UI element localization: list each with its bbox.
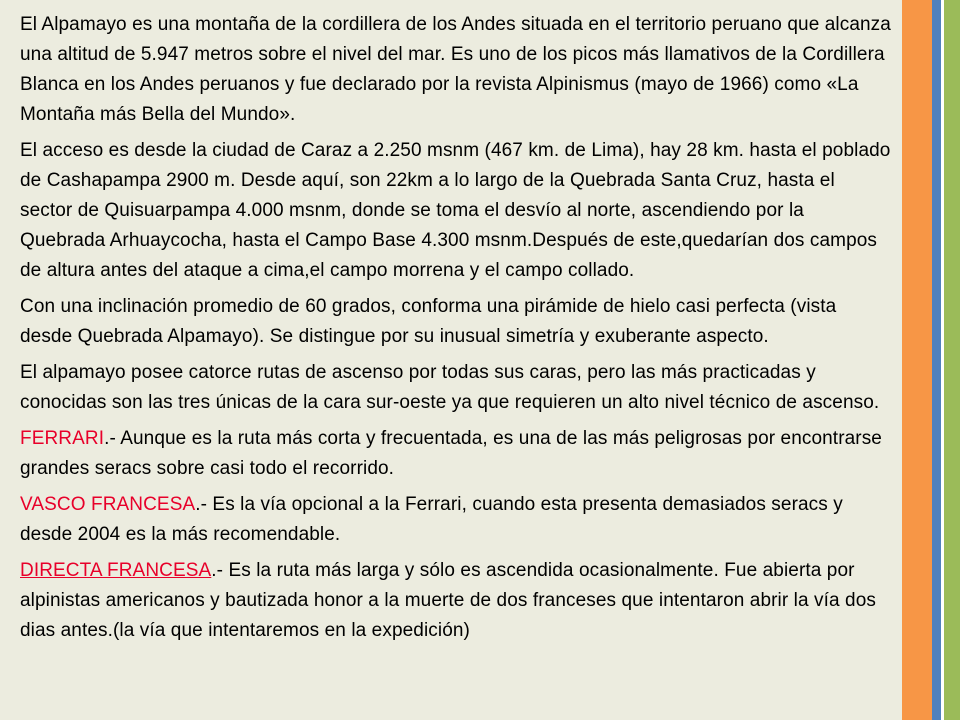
decorative-stripe-blue bbox=[932, 0, 941, 720]
route-name-directa-francesa-link[interactable]: DIRECTA FRANCESA bbox=[20, 560, 212, 581]
slide-body bbox=[20, 10, 892, 652]
route-desc-directa-francesa: .- Es la ruta más larga y sólo es ascendida ocasionalmente. Fue abierta por alpinistas americanos y bautizada honor a la muerte de dos franceses que intentaron abrir la vía dos dias antes.(la vía que intentaremos en la expedición) bbox=[20, 560, 876, 641]
paragraph-routes-intro: El alpamayo posee catorce rutas de ascenso por todas sus caras, pero las más practicadas y conocidas son las tres únicas de la cara sur-oeste ya que requieren un alto nivel técnico de ascenso. bbox=[20, 362, 880, 413]
route-vasco-francesa bbox=[20, 490, 892, 550]
paragraph-intro: El Alpamayo es una montaña de la cordillera de los Andes situada en el territorio peruano que alcanza una altitud de 5.947 metros sobre el nivel del mar. Es uno de los picos más llamativos de la Cordillera Blanca en los Andes peruanos y fue declarado por la revista Alpinismus (mayo de 1966) como «La Montaña más Bella del Mundo». bbox=[20, 14, 891, 125]
route-name-vasco-francesa: VASCO FRANCESA bbox=[20, 494, 196, 515]
route-name-ferrari: FERRARI bbox=[20, 428, 105, 449]
route-desc-vasco-francesa: .- Es la vía opcional a la Ferrari, cuando esta presenta demasiados seracs y desde 2004 es la más recomendable. bbox=[20, 494, 843, 545]
decorative-stripe-green bbox=[944, 0, 960, 720]
paragraph-shape: Con una inclinación promedio de 60 grados, conforma una pirámide de hielo casi perfecta (vista desde Quebrada Alpamayo). Se distingue por su inusual simetría y exuberante aspecto. bbox=[20, 296, 837, 347]
route-ferrari bbox=[20, 424, 892, 484]
route-desc-ferrari: .- Aunque es la ruta más corta y frecuentada, es una de las más peligrosas por encontrarse grandes seracs sobre casi todo el recorrido. bbox=[20, 428, 882, 479]
paragraph-access: El acceso es desde la ciudad de Caraz a 2.250 msnm (467 km. de Lima), hay 28 km. hasta el poblado de Cashapampa 2900 m. Desde aquí, son 22km a lo largo de la Quebrada Santa Cruz, hasta el sector de Quisuarpampa 4.000 msnm, donde se toma el desvío al norte, ascendiendo por la Quebrada Arhuaycocha, hasta el Campo Base 4.300 msnm.Después de este,quedarían dos campos de altura antes del ataque a cima,el campo morrena y el campo collado. bbox=[20, 140, 891, 281]
decorative-stripe-orange bbox=[902, 0, 932, 720]
route-directa-francesa bbox=[20, 556, 892, 646]
